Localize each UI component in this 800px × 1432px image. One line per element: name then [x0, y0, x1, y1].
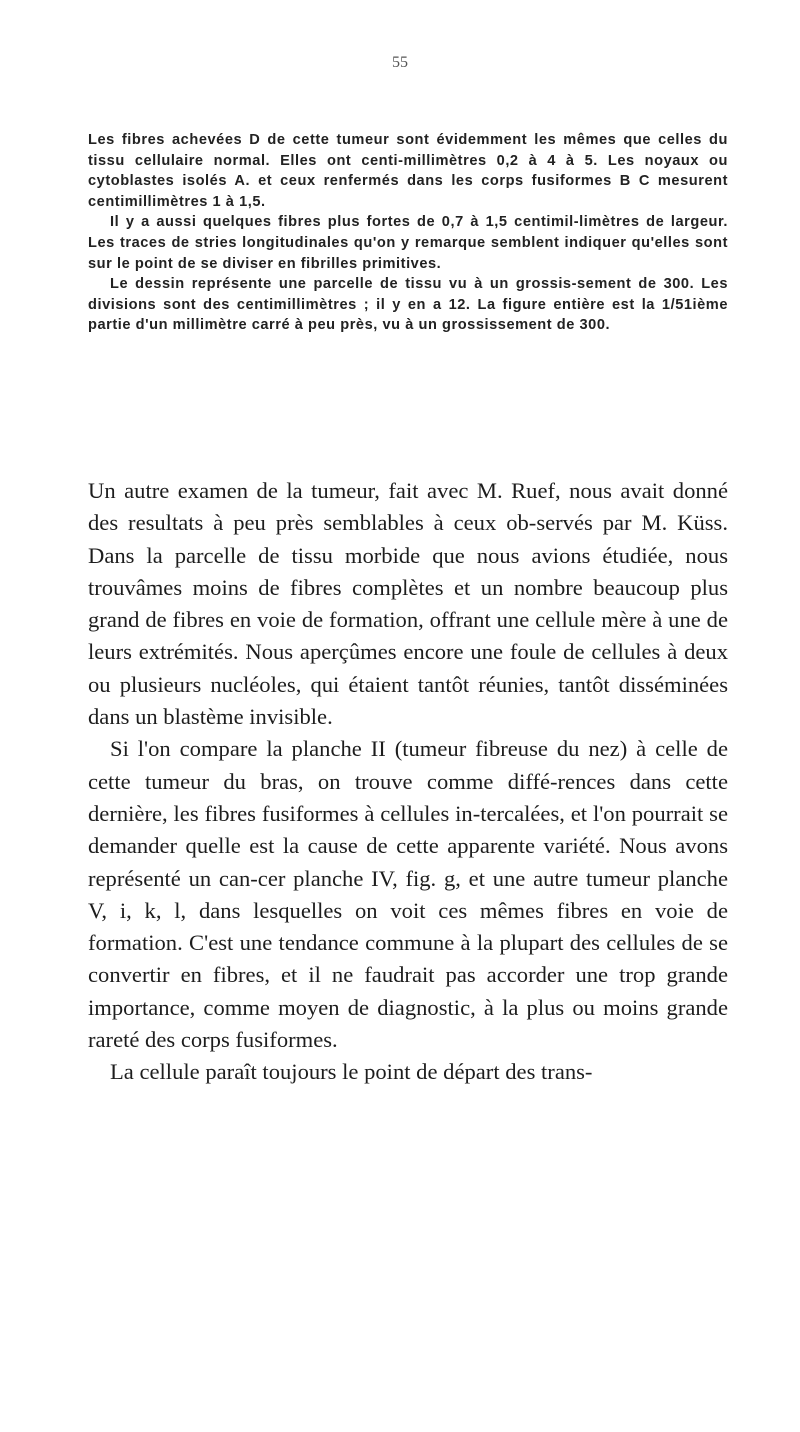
- body-paragraph: Un autre examen de la tumeur, fait avec M. Ruef, nous avait donné des resultats à peu près semblables à ceux ob-servés par M. Küss. Dans la parcelle de tissu morbide que nous avions étudiée, nous trouvâmes moins de fibres complètes et un nombre beaucoup plus grand de fibres en voie de formation, offrant une cellule mère à une de leurs extrémités. Nous aperçûmes encore une foule de cellules à deux ou plusieurs nucléoles, qui étaient tantôt réunies, tantôt disséminées dans un blastème invisible.: [88, 478, 728, 730]
- note-paragraph: Le dessin représente une parcelle de tissu vu à un grossis-sement de 300. Les divisions sont des centimillimètres ; il y en a 12. La figure entière est la 1/51ième partie d'un millimètre carré à peu près, vu à un grossissement de 300.: [88, 276, 728, 334]
- note-paragraph: Les fibres achevées D de cette tumeur sont évidemment les mêmes que celles du tissu cellulaire normal. Elles ont centi-millimètres 0,2 à 4 à 5. Les noyaux ou cytoblastes isolés A. et ceux renfermés dans les corps fusiformes B C mesurent centimillimètres 1 à 1,5.: [88, 132, 728, 210]
- page-number: 55: [392, 54, 408, 71]
- body-paragraph: La cellule paraît toujours le point de départ des trans-: [110, 1059, 593, 1085]
- note-paragraph: Il y a aussi quelques fibres plus fortes de 0,7 à 1,5 centimil-limètres de largeur. Les traces de stries longitudinales qu'on y remarque semblent indiquer qu'elles sont sur le point de se diviser en fibrilles primitives.: [88, 214, 728, 272]
- main-text: [88, 475, 728, 1089]
- figure-note: [88, 130, 728, 336]
- body-paragraph: Si l'on compare la planche II (tumeur fibreuse du nez) à celle de cette tumeur du bras, on trouve comme diffé-rences dans cette dernière, les fibres fusiformes à cellules in-tercalées, et l'on pourrait se demander quelle est la cause de cette apparente variété. Nous avons représenté un can-cer planche IV, fig. g, et une autre tumeur planche V, i, k, l, dans lesquelles on voit ces mêmes fibres en voie de formation. C'est une tendance commune à la plupart des cellules de se convertir en fibres, et il ne faudrait pas accorder une trop grande importance, comme moyen de diagnostic, à la plus ou moins grande rareté des corps fusiformes.: [88, 736, 728, 1053]
